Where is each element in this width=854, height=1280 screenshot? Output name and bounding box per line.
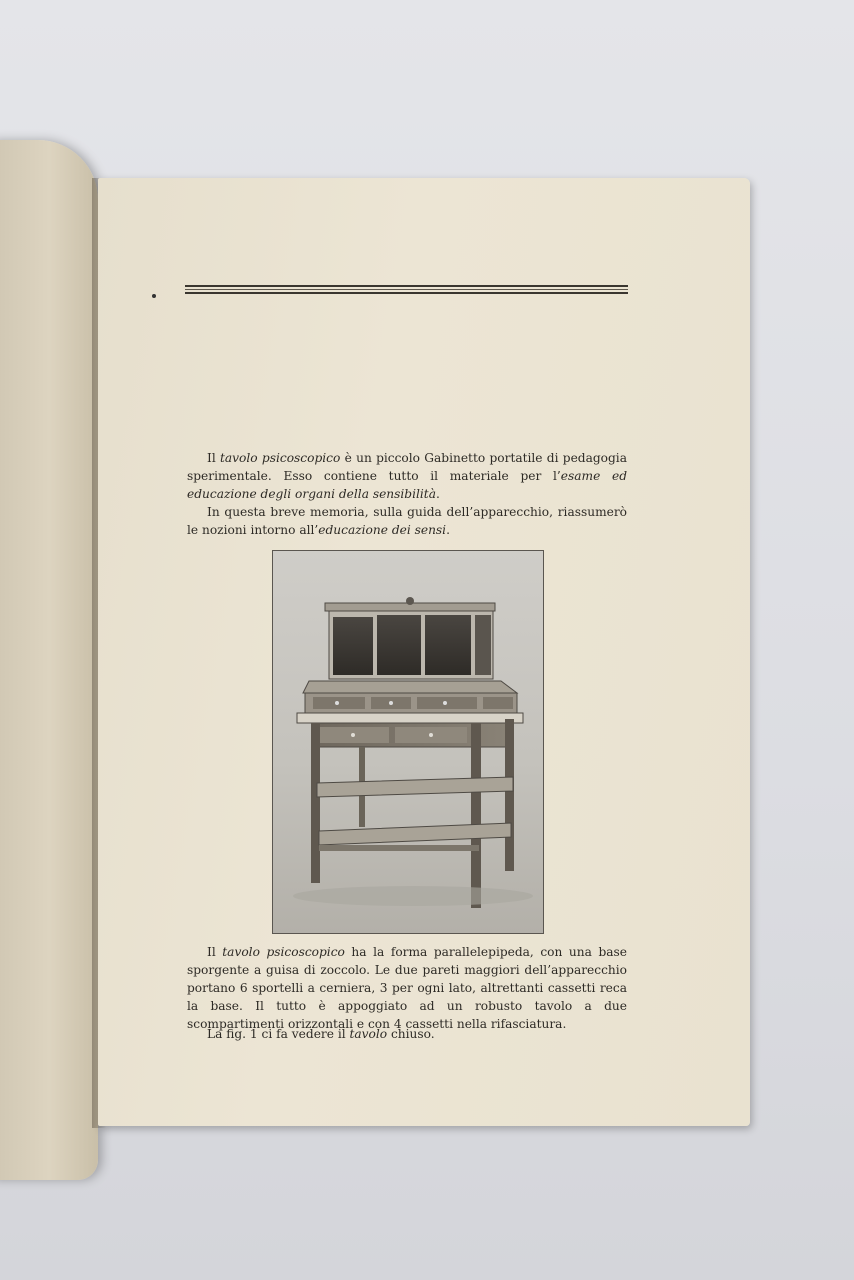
description-paragraph: Il tavolo psicoscopico ha la forma parallelepipeda, con una base sporgente a guisa di zoccolo. Le due pareti maggiori dell’apparecchio portano 6 sportelli a cerniera, 3 per ogni lato, altrettanti cassetti reca la base. Il tutto è appoggiato ad un robusto tavolo a due scompartimenti orizzontali e con 4 cassetti nella rifasciatura. (187, 945, 627, 1031)
figure-photograph (272, 550, 544, 934)
intro-paragraph: Il tavolo psicoscopico è un piccolo Gabinetto portatile di pedagogia sperimentale. Esso contiene tutto il materiale per l’esame ed educazione degli organi della sensibilità. (187, 451, 627, 501)
left-page-edge (0, 140, 98, 1180)
memoria-paragraph: In questa breve memoria, sulla guida dell’apparecchio, riassumerò le nozioni intorno all’educazione dei sensi. (187, 505, 627, 537)
tavolo-psicoscopico-image (273, 551, 543, 933)
figure-reference-paragraph: La fig. 1 ci fa vedere il tavolo chiuso. (207, 1027, 435, 1041)
header-rule (185, 285, 628, 294)
booklet-page (98, 178, 750, 1126)
ink-dot (152, 294, 156, 298)
